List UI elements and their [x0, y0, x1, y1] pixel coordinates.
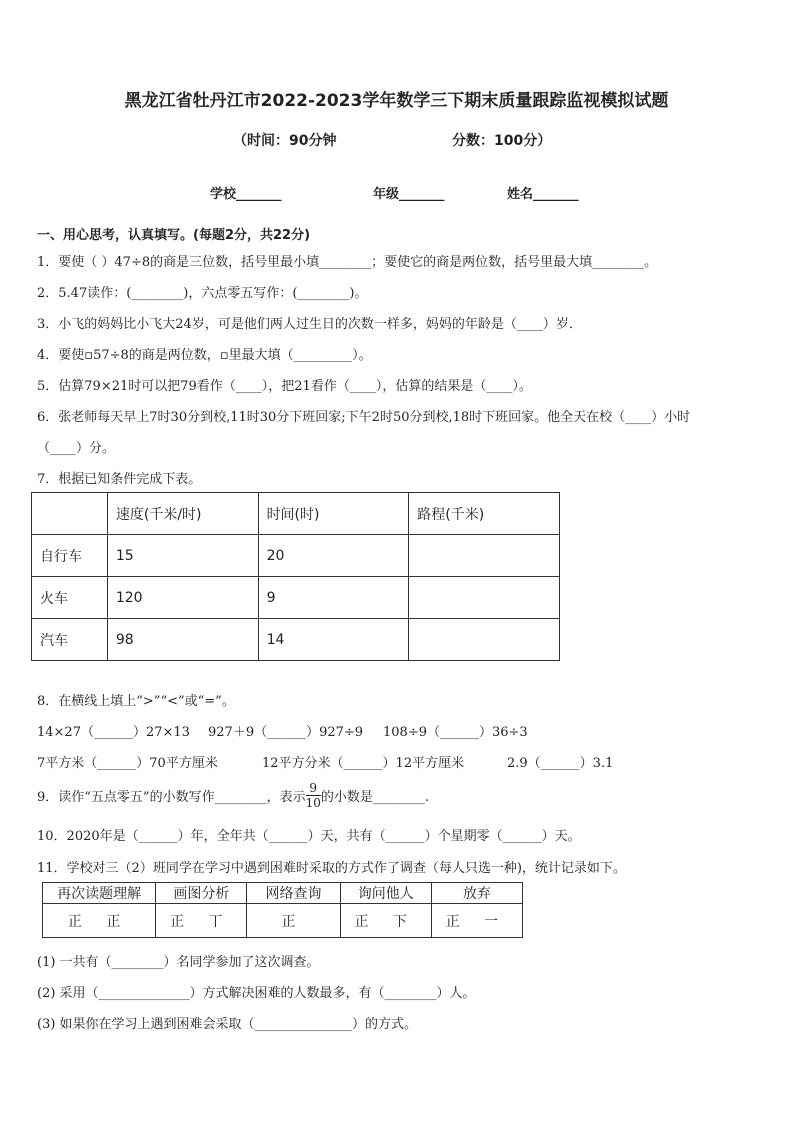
question-11-part-2: (2) 采用（______________）方式解决困难的人数最多，有（________）人。: [37, 986, 476, 1001]
table-header-cell: 时间(时): [258, 493, 409, 535]
table-row: [32, 577, 560, 619]
table-row: [43, 904, 523, 938]
exam-time: （时间：90分钟: [233, 133, 337, 149]
table-header-cell: 速度(千米/时): [107, 493, 258, 535]
question-8: 8．在横线上填上“>”“<”或“=”。: [37, 694, 235, 709]
question-9: [37, 781, 429, 810]
question-3: 3．小飞的妈妈比小飞大24岁，可是他们两人过生日的次数一样多，妈妈的年龄是（____）岁．: [37, 317, 582, 332]
question-9-text-a: 9．读作“五点零五”的小数写作________，表示: [37, 790, 306, 805]
question-11-part-1: (1) 一共有（________）名同学参加了这次调查。: [37, 955, 320, 970]
tally-cell: 正 正: [43, 904, 156, 938]
table-cell: [409, 619, 560, 661]
tally-cell: 正 下: [340, 904, 431, 938]
question-6-line1: 6．张老师每天早上7时30分到校,11时30分下班回家;下午2时50分到校,18时下班回家。他全天在校（____）小时: [37, 410, 691, 425]
fraction-denominator: 10: [305, 796, 321, 810]
question-8-item: 927＋9（______）927÷9: [208, 725, 364, 740]
table-cell: 120: [107, 577, 258, 619]
table-header-cell: 再次读题理解: [43, 883, 156, 904]
table-cell: 火车: [32, 577, 108, 619]
fraction-numerator: 9: [306, 781, 321, 796]
question-8-item: 12平方分米（______）12平方厘米: [262, 756, 465, 771]
question-1: 1．要使（ ）47÷8的商是三位数，括号里最小填________；要使它的商是两位数，括号里最大填________。: [37, 255, 658, 270]
school-field: 学校_______: [210, 187, 282, 202]
table-header-row: [43, 883, 523, 904]
table-row: [32, 535, 560, 577]
grade-field: 年级_______: [373, 187, 445, 202]
question-2: 2．5.47读作：(________)，六点零五写作：(________)。: [37, 286, 368, 301]
question-11: 11．学校对三（2）班同学在学习中遇到困难时采取的方式作了调查（每人只选一种)，统计记录如下。: [37, 861, 626, 876]
table-header-cell: 网络查询: [247, 883, 340, 904]
question-8-item: 108÷9（______）36÷3: [383, 725, 528, 740]
exam-score: 分数：100分）: [452, 133, 552, 149]
question-8-item: 14×27（______）27×13: [37, 725, 190, 740]
survey-table: [42, 882, 523, 938]
table-cell: 汽车: [32, 619, 108, 661]
question-8-item: 2.9（______）3.1: [507, 756, 614, 771]
table-cell: 14: [258, 619, 409, 661]
table-cell: 20: [258, 535, 409, 577]
fraction-nine-tenths: [306, 781, 321, 810]
question-8-item: 7平方米（______）70平方厘米: [37, 756, 218, 771]
tally-cell: 正 丅: [156, 904, 247, 938]
table-header-row: [32, 493, 560, 535]
question-4: 4．要使▫57÷8的商是两位数，▫里最大填（_________）。: [37, 348, 372, 363]
question-10: 10．2020年是（______）年，全年共（______）天，共有（______）个星期零（______）天。: [37, 829, 581, 844]
tally-cell: 正: [247, 904, 340, 938]
question-9-text-b: 的小数是________.: [320, 790, 429, 805]
name-field: 姓名_______: [507, 187, 579, 202]
table-row: [32, 619, 560, 661]
table-header-cell: 画图分析: [156, 883, 247, 904]
question-5: 5．估算79×21时可以把79看作（____），把21看作（____），估算的结果是（____）。: [37, 379, 532, 394]
table-cell: 98: [107, 619, 258, 661]
table-header-cell: 路程(千米): [409, 493, 560, 535]
table-header-cell: 询问他人: [340, 883, 431, 904]
table-cell: 9: [258, 577, 409, 619]
section-1-heading: 一、用心思考，认真填写。(每题2分，共22分): [37, 228, 311, 243]
tally-cell: 正 一: [431, 904, 522, 938]
page-title: 黑龙江省牡丹江市2022-2023学年数学三下期末质量跟踪监视模拟试题: [124, 91, 669, 111]
question-6-line2: （____）分。: [37, 441, 116, 456]
table-cell: 自行车: [32, 535, 108, 577]
table-header-cell: [32, 493, 108, 535]
table-cell: [409, 577, 560, 619]
table-cell: [409, 535, 560, 577]
table-cell: 15: [107, 535, 258, 577]
speed-time-distance-table: [31, 492, 560, 661]
question-11-part-3: (3) 如果你在学习上遇到困难会采取（_______________）的方式。: [37, 1017, 418, 1032]
table-header-cell: 放弃: [431, 883, 522, 904]
question-7: 7．根据已知条件完成下表。: [37, 472, 202, 487]
